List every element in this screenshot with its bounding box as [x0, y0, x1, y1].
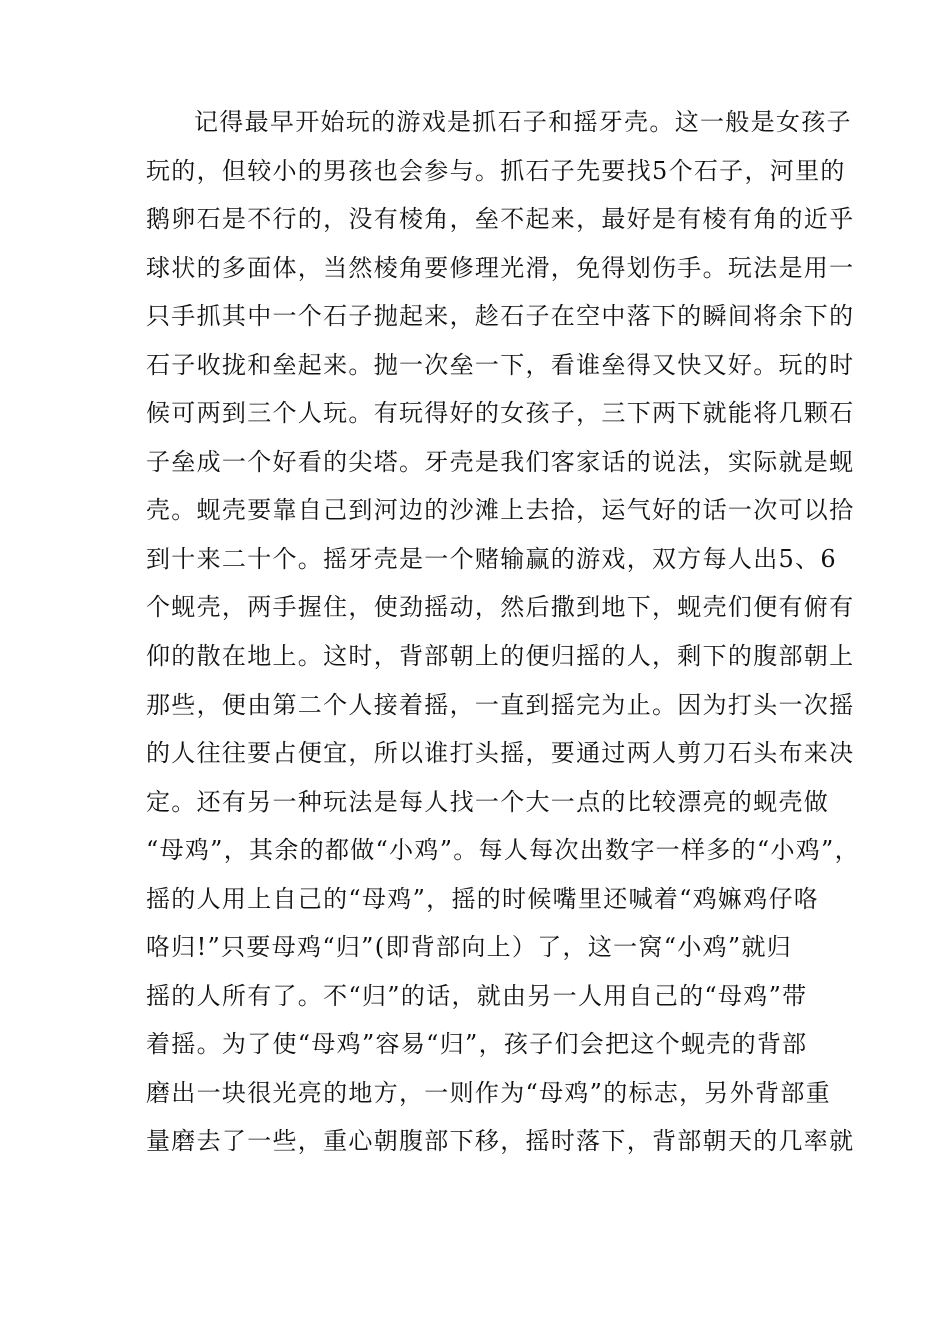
- text-line: 玩的，但较小的男孩也会参与。抓石子先要找5个石子，河里的: [146, 156, 846, 185]
- text-line: 只手抓其中一个石子抛起来，趁石子在空中落下的瞬间将余下的: [146, 302, 855, 331]
- text-line: 壳。蚬壳要靠自己到河边的沙滩上去拾，运气好的话一次可以拾: [146, 496, 855, 525]
- text-line: 那些，便由第二个人接着摇，一直到摇完为止。因为打头一次摇: [146, 690, 855, 719]
- text-line: 记得最早开始玩的游戏是抓石子和摇牙壳。这一般是女孩子: [194, 108, 852, 136]
- text-line: 仰的散在地上。这时，背部朝上的便归摇的人，剩下的腹部朝上: [146, 642, 855, 671]
- text-line: 摇的人用上自己的“母鸡”，摇的时候嘴里还喊着“鸡嫲鸡仔咯: [146, 884, 820, 913]
- text-line: 到十来二十个。摇牙壳是一个赌输赢的游戏，双方每人出5、6: [146, 544, 837, 573]
- text-line: 的人往往要占便宜，所以谁打头摇，要通过两人剪刀石头布来决: [146, 739, 855, 768]
- text-line: “母鸡”，其余的都做“小鸡”。每人每次出数字一样多的“小鸡”，: [146, 836, 860, 865]
- text-line: 磨出一块很光亮的地方，一则作为“母鸡”的标志，另外背部重: [146, 1078, 831, 1107]
- text-line: 个蚬壳，两手握住，使劲摇动，然后撒到地下，蚬壳们便有俯有: [146, 593, 855, 622]
- text-line: 候可两到三个人玩。有玩得好的女孩子，三下两下就能将几颗石: [146, 399, 855, 428]
- text-line: 子垒成一个好看的尖塔。牙壳是我们客家话的说法，实际就是蚬: [146, 447, 855, 476]
- text-line: 摇的人所有了。不“归”的话，就由另一人用自己的“母鸡”带: [146, 981, 808, 1010]
- text-line: 石子收拢和垒起来。抛一次垒一下，看谁垒得又快又好。玩的时: [146, 350, 855, 379]
- text-line: 量磨去了一些，重心朝腹部下移，摇时落下，背部朝天的几率就: [146, 1127, 855, 1156]
- body-paragraph: [146, 98, 860, 1166]
- text-line: 球状的多面体，当然棱角要修理光滑，免得划伤手。玩法是用一: [146, 253, 855, 282]
- text-line: 鹅卵石是不行的，没有棱角，垒不起来，最好是有棱有角的近乎: [146, 205, 855, 234]
- text-line: 咯归!”只要母鸡“归”(即背部向上）了，这一窝“小鸡”就归: [146, 933, 793, 962]
- text-line: 定。还有另一种玩法是每人找一个大一点的比较漂亮的蚬壳做: [146, 787, 830, 816]
- text-line: 着摇。为了使“母鸡”容易“归”，孩子们会把这个蚬壳的背部: [146, 1030, 808, 1059]
